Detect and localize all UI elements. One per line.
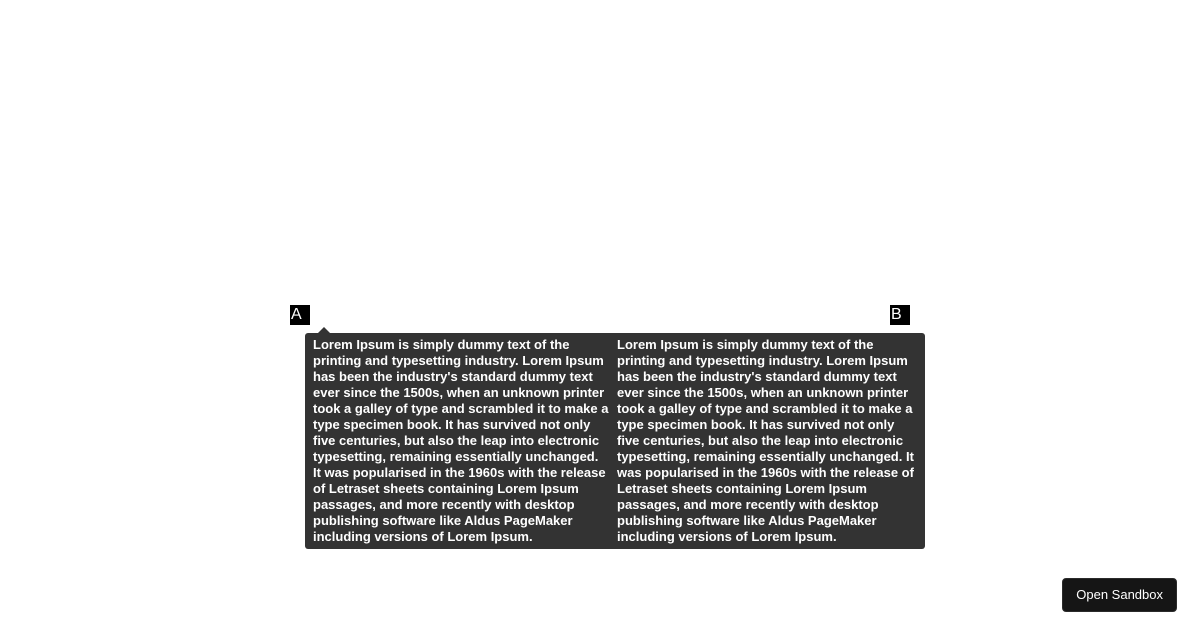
tooltip-popover bbox=[305, 333, 925, 549]
open-sandbox-button[interactable]: Open Sandbox bbox=[1062, 578, 1177, 612]
tooltip-text-column-1: Lorem Ipsum is simply dummy text of the printing and typesetting industry. Lorem Ipsum has been the industry's standard dummy text ever since the 1500s, when an unknown printer took a galley of type and scrambled it to make a type specimen book. It has survived not only five centuries, but also the leap into electronic typesetting, remaining essentially unchanged. It was popularised in the 1960s with the release of Letraset sheets containing Lorem Ipsum passages, and more recently with desktop publishing software like Aldus PageMaker including versions of Lorem Ipsum. bbox=[313, 337, 609, 544]
anchor-b[interactable]: B bbox=[890, 305, 910, 325]
anchor-a[interactable]: A bbox=[290, 305, 310, 325]
tooltip-arrow bbox=[318, 327, 330, 333]
tooltip-text-column-2: Lorem Ipsum is simply dummy text of the printing and typesetting industry. Lorem Ipsum has been the industry's standard dummy text ever since the 1500s, when an unknown printer took a galley of type and scrambled it to make a type specimen book. It has survived not only five centuries, but also the leap into electronic typesetting, remaining essentially unchanged. It was popularised in the 1960s with the release of Letraset sheets containing Lorem Ipsum passages, and more recently with desktop publishing software like Aldus PageMaker including versions of Lorem Ipsum. bbox=[617, 337, 914, 544]
